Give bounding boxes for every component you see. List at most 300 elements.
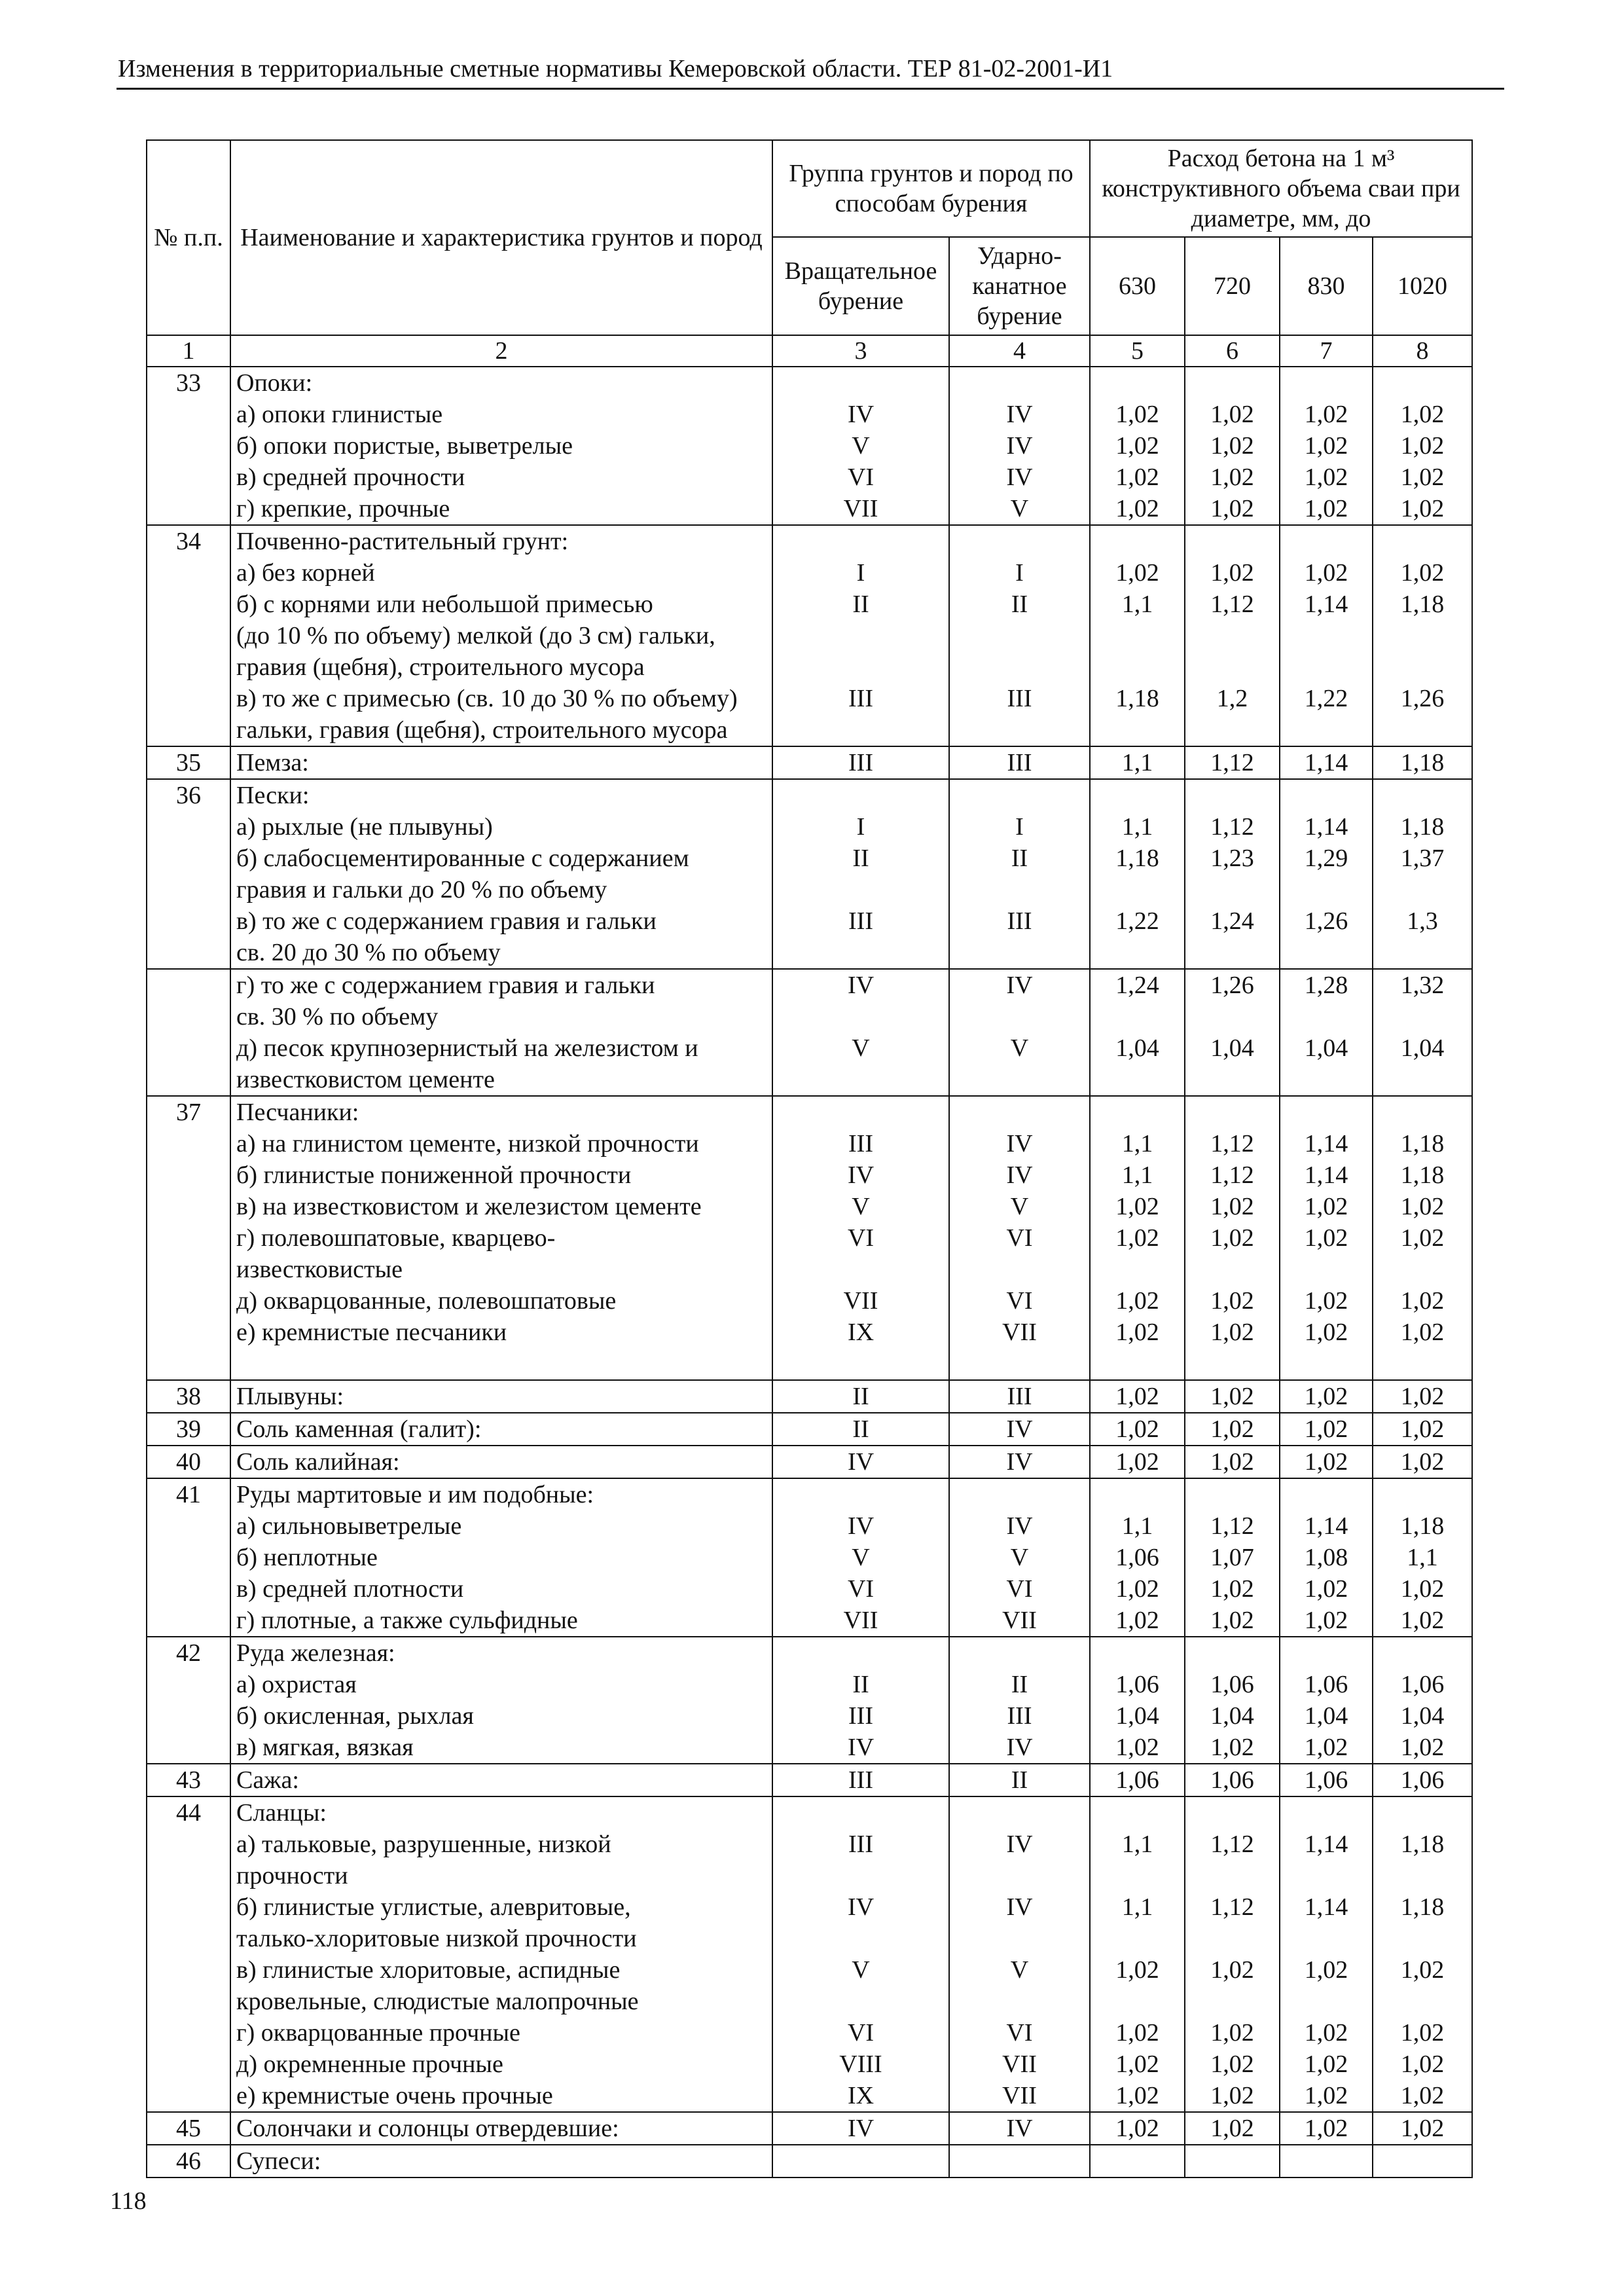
soil-description [230,525,772,746]
consumption-720-value: 1,2 [1216,685,1248,712]
group-cable-value [955,1860,1084,1891]
group-cable-value: IV [1006,1893,1033,1921]
consumption-1020-cell [1373,2145,1472,2178]
consumption-630-value: 1,1 [1121,1161,1153,1189]
consumption-830-value: 1,02 [1304,1734,1348,1761]
consumption-1020-value: 1,02 [1400,2050,1445,2078]
consumption-720-value [1191,874,1274,905]
consumption-830-value: 1,26 [1304,907,1348,935]
consumption-720-value: 1,24 [1210,907,1254,935]
row-number: 46 [147,2145,230,2178]
group-cable-value: VI [1006,2019,1033,2047]
consumption-720-value [1191,2145,1274,2177]
group-cable-value: VI [1006,1287,1033,1315]
group-cable-value: VI [1006,1575,1033,1603]
consumption-720-value [1191,1001,1274,1032]
consumption-630-value [1096,1797,1179,1829]
group-rotary-cell [772,2145,949,2178]
consumption-630-value: 1,02 [1115,1415,1159,1443]
consumption-1020-value: 1,02 [1400,1607,1445,1634]
consumption-720-value: 1,12 [1210,1512,1254,1540]
consumption-1020-value: 1,18 [1400,1512,1445,1540]
group-rotary-value [778,937,943,968]
consumption-1020-value: 1,26 [1400,685,1445,712]
consumption-830-value: 1,14 [1304,591,1348,618]
group-rotary-value: VIII [839,2050,882,2078]
group-cable-value [955,1001,1084,1032]
soil-description-line: Руды мартитовые и им подобные: [236,1481,594,1508]
consumption-630-value: 1,06 [1115,1766,1159,1794]
consumption-1020-value [1379,1860,1466,1891]
consumption-1020-cell [1373,1413,1472,1446]
consumption-830-value [1286,1860,1367,1891]
consumption-630-value: 1,02 [1115,1319,1159,1346]
consumption-630-cell [1090,1764,1185,1796]
group-rotary-cell [772,1096,949,1380]
group-rotary-value: III [848,1702,873,1730]
consumption-830-value: 1,02 [1304,559,1348,587]
consumption-830-value: 1,14 [1304,813,1348,841]
soil-description-line: св. 30 % по объему [236,1003,439,1030]
soil-description-line: а) без корней [236,559,375,587]
header-consumption: Расход бетона на 1 м³ конструктивного объема сваи при диаметре, мм, до [1090,140,1472,237]
group-cable-value: IV [1006,2115,1033,2142]
group-rotary-value [778,651,943,683]
consumption-1020-value: 1,02 [1400,401,1445,428]
consumption-1020-value: 1,02 [1400,559,1445,587]
soil-description [230,1413,772,1446]
group-rotary-value [778,1348,943,1379]
consumption-630-cell [1090,779,1185,969]
group-rotary-value [778,367,943,399]
consumption-630-value: 1,18 [1115,845,1159,872]
group-cable-cell [949,1796,1090,2112]
consumption-630-value [1096,714,1179,746]
soil-description-line: (до 10 % по объему) мелкой (до 3 см) гальки, [236,622,715,649]
soil-description [230,2112,772,2145]
soil-description [230,969,772,1096]
consumption-630-cell [1090,1413,1185,1446]
consumption-630-cell [1090,1096,1185,1380]
consumption-720-value: 1,02 [1210,1448,1254,1476]
consumption-1020-value [1379,1348,1466,1379]
consumption-630-value [1096,620,1179,651]
group-cable-value: IV [1006,1415,1033,1443]
consumption-830-cell [1280,1764,1373,1796]
group-rotary-cell [772,1380,949,1413]
consumption-630-value: 1,02 [1115,2115,1159,2142]
consumption-830-cell [1280,1478,1373,1637]
group-rotary-value [778,1986,943,2017]
table-row [147,2112,1472,2145]
soil-description [230,746,772,779]
soil-description-line: б) окисленная, рыхлая [236,1702,474,1730]
group-cable-value: II [1011,845,1028,872]
soil-description-line: а) рыхлые (не плывуны) [236,813,493,841]
group-rotary-value: II [852,591,869,618]
group-rotary-value: II [852,1415,869,1443]
group-rotary-value [778,780,943,811]
group-cable-value: IV [1006,1161,1033,1189]
soil-description-line: кровельные, слюдистые малопрочные [236,1988,639,2015]
consumption-720-value: 1,02 [1210,1319,1254,1346]
group-cable-value: III [1007,907,1032,935]
consumption-630-value: 1,02 [1115,1193,1159,1220]
consumption-720-value: 1,02 [1210,1224,1254,1252]
consumption-830-value: 1,02 [1304,2050,1348,2078]
soil-description-line: в) мягкая, вязкая [236,1734,414,1761]
group-cable-value: III [1007,685,1032,712]
group-cable-value [955,2145,1084,2177]
group-cable-value: V [1010,1034,1029,1062]
consumption-830-cell [1280,779,1373,969]
header-divider [117,88,1504,90]
group-rotary-value [778,1637,943,1669]
group-rotary-value: VI [847,1224,875,1252]
consumption-1020-cell [1373,779,1472,969]
group-rotary-cell [772,1796,949,2112]
consumption-720-value [1191,1064,1274,1095]
consumption-1020-cell [1373,969,1472,1096]
consumption-1020-value [1379,2145,1466,2177]
consumption-830-value [1286,780,1367,811]
group-cable-cell [949,1637,1090,1764]
consumption-630-value: 1,02 [1115,1956,1159,1984]
soil-description-line: известковистом цементе [236,1066,495,1093]
soil-description-line: б) неплотные [236,1544,378,1571]
consumption-720-value: 1,02 [1210,1193,1254,1220]
consumption-830-value: 1,02 [1304,1383,1348,1410]
header-group: Группа грунтов и пород по способам бурения [772,140,1090,237]
group-cable-value: III [1007,1383,1032,1410]
group-cable-value: II [1011,1766,1028,1794]
row-number [147,969,230,1096]
soil-description-line: б) слабосцементированные с содержанием [236,845,689,872]
consumption-720-value: 1,02 [1210,1956,1254,1984]
column-number-6: 6 [1185,335,1280,367]
consumption-830-cell [1280,525,1373,746]
soil-description [230,1637,772,1764]
consumption-830-cell [1280,1096,1373,1380]
consumption-1020-value [1379,1479,1466,1510]
consumption-720-cell [1185,1413,1280,1446]
table-row [147,1413,1472,1446]
consumption-830-value [1286,651,1367,683]
group-rotary-value: VII [843,1287,878,1315]
consumption-830-value: 1,22 [1304,685,1348,712]
group-cable-value: V [1010,1193,1029,1220]
consumption-830-value: 1,02 [1304,1575,1348,1603]
consumption-1020-value [1379,367,1466,399]
group-cable-value: IV [1006,432,1033,460]
group-rotary-value: VI [847,1575,875,1603]
group-rotary-cell [772,367,949,525]
consumption-830-cell [1280,1796,1373,2112]
consumption-830-cell [1280,969,1373,1096]
group-cable-cell [949,525,1090,746]
group-cable-value: IV [1006,1130,1033,1157]
consumption-720-value: 1,02 [1210,495,1254,522]
group-cable-cell [949,2112,1090,2145]
consumption-630-value [1096,937,1179,968]
consumption-830-value [1286,526,1367,557]
group-rotary-cell [772,1446,949,1478]
group-cable-value: I [1015,559,1024,587]
consumption-1020-value: 1,1 [1407,1544,1438,1571]
group-rotary-cell [772,1413,949,1446]
consumption-830-value [1286,1254,1367,1285]
consumption-1020-value: 1,3 [1407,907,1438,935]
soil-description-line: св. 20 до 30 % по объему [236,939,501,966]
soil-description-line: а) опоки глинистые [236,401,443,428]
consumption-630-value: 1,22 [1115,907,1159,935]
consumption-630-cell [1090,367,1185,525]
consumption-1020-value: 1,04 [1400,1034,1445,1062]
consumption-720-cell [1185,1796,1280,2112]
consumption-1020-value [1379,874,1466,905]
consumption-720-cell [1185,1764,1280,1796]
consumption-1020-value: 1,06 [1400,1766,1445,1794]
soil-description-line: Соль каменная (галит): [236,1415,482,1443]
consumption-1020-value: 1,02 [1400,1224,1445,1252]
group-rotary-value: II [852,1671,869,1698]
group-rotary-value [778,1923,943,1954]
consumption-630-cell [1090,1380,1185,1413]
consumption-1020-value: 1,37 [1400,845,1445,872]
group-rotary-value [778,620,943,651]
group-cable-cell [949,1478,1090,1637]
soil-description-line: гравия (щебня), строительного мусора [236,653,645,681]
group-rotary-value [778,1097,943,1128]
soil-description-line: Соль калийная: [236,1448,400,1476]
row-number: 33 [147,367,230,525]
consumption-630-value: 1,02 [1115,464,1159,491]
soil-description-line: г) плотные, а также сульфидные [236,1607,578,1634]
consumption-1020-value [1379,1797,1466,1829]
consumption-1020-value: 1,18 [1400,591,1445,618]
consumption-630-value: 1,02 [1115,432,1159,460]
group-rotary-value [778,1001,943,1032]
soil-description-line: а) охристая [236,1671,357,1698]
soil-description-line: а) тальковые, разрушенные, низкой [236,1831,611,1858]
group-cable-cell [949,1096,1090,1380]
consumption-1020-value [1379,1637,1466,1669]
soil-description [230,2145,772,2178]
consumption-1020-value [1379,1923,1466,1954]
soil-description-line: б) глинистые пониженной прочности [236,1161,632,1189]
group-cable-value [955,1479,1084,1510]
soil-description [230,1446,772,1478]
consumption-720-cell [1185,2145,1280,2178]
consumption-1020-value: 1,02 [1400,1193,1445,1220]
consumption-830-value: 1,02 [1304,2019,1348,2047]
consumption-720-cell [1185,1478,1280,1637]
consumption-1020-value [1379,620,1466,651]
consumption-1020-value: 1,02 [1400,1734,1445,1761]
consumption-1020-value [1379,526,1466,557]
consumption-830-value: 1,02 [1304,432,1348,460]
consumption-830-value: 1,14 [1304,1512,1348,1540]
group-cable-cell [949,1446,1090,1478]
column-number-3: 3 [772,335,949,367]
consumption-1020-value: 1,18 [1400,813,1445,841]
group-rotary-value: VI [847,2019,875,2047]
consumption-1020-cell [1373,1764,1472,1796]
consumption-720-value: 1,06 [1210,1766,1254,1794]
consumption-630-value: 1,02 [1115,495,1159,522]
consumption-630-value [1096,780,1179,811]
consumption-630-value: 1,02 [1115,1575,1159,1603]
group-rotary-value: I [856,813,865,841]
consumption-830-cell [1280,746,1373,779]
group-cable-value: VII [1002,1319,1037,1346]
soil-description-line: д) окварцованные, полевошпатовые [236,1287,617,1315]
table-row [147,1446,1472,1478]
group-rotary-value: III [848,907,873,935]
group-rotary-value: III [848,1831,873,1858]
soil-description-line: в) на известковистом и железистом цементе [236,1193,702,1220]
row-number: 39 [147,1413,230,1446]
consumption-630-value: 1,1 [1121,813,1153,841]
consumption-720-value: 1,02 [1210,464,1254,491]
header-diameter-720: 720 [1185,237,1280,335]
consumption-630-value [1096,1860,1179,1891]
soil-description-line: известковистые [236,1256,403,1283]
consumption-630-value [1096,651,1179,683]
consumption-720-value [1191,1097,1274,1128]
row-number: 40 [147,1446,230,1478]
group-rotary-value: V [852,1544,870,1571]
consumption-630-value [1096,1923,1179,1954]
soil-description-line: Солончаки и солонцы отвердевшие: [236,2115,619,2142]
row-number: 35 [147,746,230,779]
consumption-630-value: 1,18 [1115,685,1159,712]
group-cable-value: IV [1006,1512,1033,1540]
group-cable-cell [949,746,1090,779]
consumption-1020-cell [1373,1096,1472,1380]
group-cable-value [955,1254,1084,1285]
soil-description-line: Плывуны: [236,1383,344,1410]
consumption-1020-value [1379,1254,1466,1285]
soil-description [230,1096,772,1380]
group-rotary-cell [772,1764,949,1796]
soil-description-line: в) средней прочности [236,464,465,491]
consumption-830-value: 1,02 [1304,1319,1348,1346]
group-cable-value [955,1348,1084,1379]
table-row [147,1096,1472,1380]
consumption-830-value [1286,1986,1367,2017]
consumption-720-value: 1,02 [1210,2019,1254,2047]
soil-description [230,367,772,525]
group-cable-value [955,1923,1084,1954]
consumption-1020-value: 1,06 [1400,1671,1445,1698]
consumption-720-value [1191,714,1274,746]
group-rotary-value [778,1797,943,1829]
column-numbers-row [147,335,1472,367]
column-number-5: 5 [1090,335,1185,367]
consumption-720-value: 1,02 [1210,1734,1254,1761]
consumption-630-value: 1,1 [1121,1893,1153,1921]
consumption-1020-cell [1373,367,1472,525]
consumption-830-value: 1,02 [1304,1287,1348,1315]
soil-description-line: д) песок крупнозернистый на железистом и [236,1034,698,1062]
consumption-1020-value [1379,1064,1466,1095]
consumption-1020-cell [1373,1637,1472,1764]
consumption-830-value [1286,1001,1367,1032]
consumption-1020-value: 1,18 [1400,1831,1445,1858]
row-number: 36 [147,779,230,969]
header-group-rotary: Вращательное бурение [772,237,949,335]
consumption-630-value: 1,1 [1121,749,1153,776]
consumption-630-value: 1,02 [1115,1224,1159,1252]
consumption-630-cell [1090,1637,1185,1764]
consumption-630-value [1096,1097,1179,1128]
column-number-4: 4 [949,335,1090,367]
consumption-630-value: 1,02 [1115,1383,1159,1410]
consumption-720-value: 1,04 [1210,1034,1254,1062]
group-cable-value [955,526,1084,557]
group-cable-cell [949,969,1090,1096]
consumption-1020-value: 1,02 [1400,1575,1445,1603]
consumption-630-value [1096,1001,1179,1032]
group-cable-value: VII [1002,1607,1037,1634]
group-cable-value [955,367,1084,399]
consumption-1020-value: 1,18 [1400,1130,1445,1157]
group-cable-value: V [1010,495,1029,522]
group-rotary-value [778,714,943,746]
consumption-1020-value: 1,02 [1400,495,1445,522]
group-rotary-value: IV [847,1448,875,1476]
soil-description-line: в) глинистые хлоритовые, аспидные [236,1956,621,1984]
group-cable-value: IV [1006,401,1033,428]
group-cable-value [955,1637,1084,1669]
group-cable-cell [949,1764,1090,1796]
consumption-720-cell [1185,1380,1280,1413]
consumption-630-value [1096,1348,1179,1379]
group-rotary-cell [772,1637,949,1764]
consumption-1020-value [1379,780,1466,811]
soil-description-line: г) окварцованные прочные [236,2019,520,2047]
soil-description-line: г) крепкие, прочные [236,495,450,522]
consumption-1020-value: 1,02 [1400,1383,1445,1410]
consumption-1020-value [1379,651,1466,683]
consumption-720-value: 1,02 [1210,1607,1254,1634]
consumption-1020-value [1379,937,1466,968]
consumption-720-value: 1,02 [1210,1287,1254,1315]
table-body [147,367,1472,2178]
row-number: 44 [147,1796,230,2112]
consumption-630-value: 1,02 [1115,401,1159,428]
group-rotary-value: IV [847,1161,875,1189]
group-cable-value: IV [1006,464,1033,491]
group-cable-value: II [1011,1671,1028,1698]
consumption-720-value: 1,02 [1210,559,1254,587]
consumption-1020-value: 1,18 [1400,749,1445,776]
consumption-720-cell [1185,779,1280,969]
consumption-720-value [1191,367,1274,399]
group-cable-value: I [1015,813,1024,841]
consumption-630-value: 1,06 [1115,1671,1159,1698]
group-cable-value: VII [1002,2050,1037,2078]
group-cable-cell [949,367,1090,525]
consumption-630-cell [1090,525,1185,746]
consumption-830-value [1286,367,1367,399]
consumption-720-value [1191,1860,1274,1891]
group-rotary-value: IV [847,1734,875,1761]
soil-description-line: Песчаники: [236,1099,359,1126]
consumption-830-value [1286,2145,1367,2177]
group-cable-value: VII [1002,2082,1037,2109]
